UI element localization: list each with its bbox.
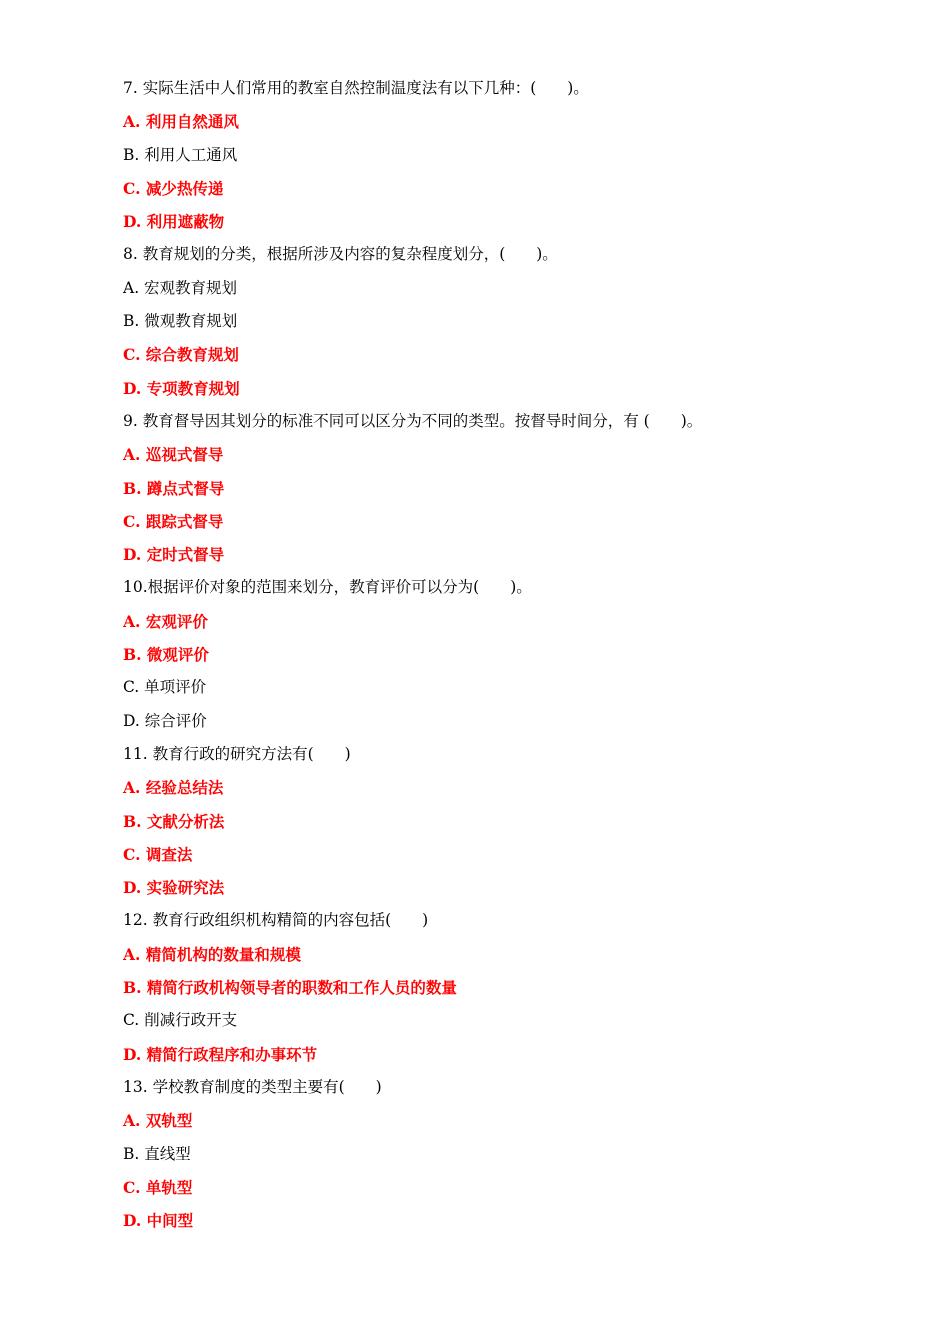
correct-option: A. 经验总结法 xyxy=(123,778,224,798)
correct-option: A. 宏观评价 xyxy=(123,611,208,631)
answer-option: B. 微观教育规划 xyxy=(123,312,238,331)
correct-option: B. 精简行政机构领导者的职数和工作人员的数量 xyxy=(123,978,457,998)
question-text: 7. 实际生活中人们常用的教室自然控制温度法有以下几种：( )。 xyxy=(123,79,589,97)
correct-option: C. 减少热传递 xyxy=(123,178,224,198)
question-text: 9. 教育督导因其划分的标准不同可以区分为不同的类型。按督导时间分，有 ( )。 xyxy=(123,411,703,430)
answer-option: C. 单项评价 xyxy=(123,678,207,697)
answer-option: B. 直线型 xyxy=(123,1144,191,1163)
correct-option: B. 文献分析法 xyxy=(123,811,225,831)
correct-option: A. 双轨型 xyxy=(123,1111,193,1131)
question-text: 12. 教育行政组织机构精简的内容包括( ) xyxy=(123,911,429,930)
answer-option: D. 综合评价 xyxy=(123,711,207,730)
answer-option: B. 利用人工通风 xyxy=(123,145,238,164)
correct-option: D. 实验研究法 xyxy=(123,878,225,898)
answer-option: C. 削减行政开支 xyxy=(123,1011,238,1030)
question-text: 11. 教育行政的研究方法有( ) xyxy=(123,744,351,763)
question-text: 8. 教育规划的分类，根据所涉及内容的复杂程度划分，( )。 xyxy=(123,245,558,264)
correct-option: D. 精简行政程序和办事环节 xyxy=(123,1044,318,1064)
correct-option: C. 单轨型 xyxy=(123,1177,193,1197)
correct-option: D. 定时式督导 xyxy=(123,545,225,565)
correct-option: C. 调查法 xyxy=(123,844,193,864)
correct-option: A. 精简机构的数量和规模 xyxy=(123,944,301,964)
correct-option: A. 巡视式督导 xyxy=(123,445,224,465)
correct-option: A. 利用自然通风 xyxy=(123,112,239,132)
correct-option: B. 蹲点式督导 xyxy=(123,478,225,498)
correct-option: C. 跟踪式督导 xyxy=(123,511,224,531)
question-text: 13. 学校教育制度的类型主要有( ) xyxy=(123,1077,382,1096)
correct-option: D. 利用遮蔽物 xyxy=(123,212,225,232)
correct-option: D. 专项教育规划 xyxy=(123,378,240,398)
correct-option: B. 微观评价 xyxy=(123,645,209,665)
answer-option: A. 宏观教育规划 xyxy=(123,278,238,297)
correct-option: D. 中间型 xyxy=(123,1211,194,1231)
correct-option: C. 综合教育规划 xyxy=(123,345,239,365)
question-text: 10.根据评价对象的范围来划分，教育评价可以分为( )。 xyxy=(123,578,532,597)
document-body xyxy=(123,72,903,1237)
